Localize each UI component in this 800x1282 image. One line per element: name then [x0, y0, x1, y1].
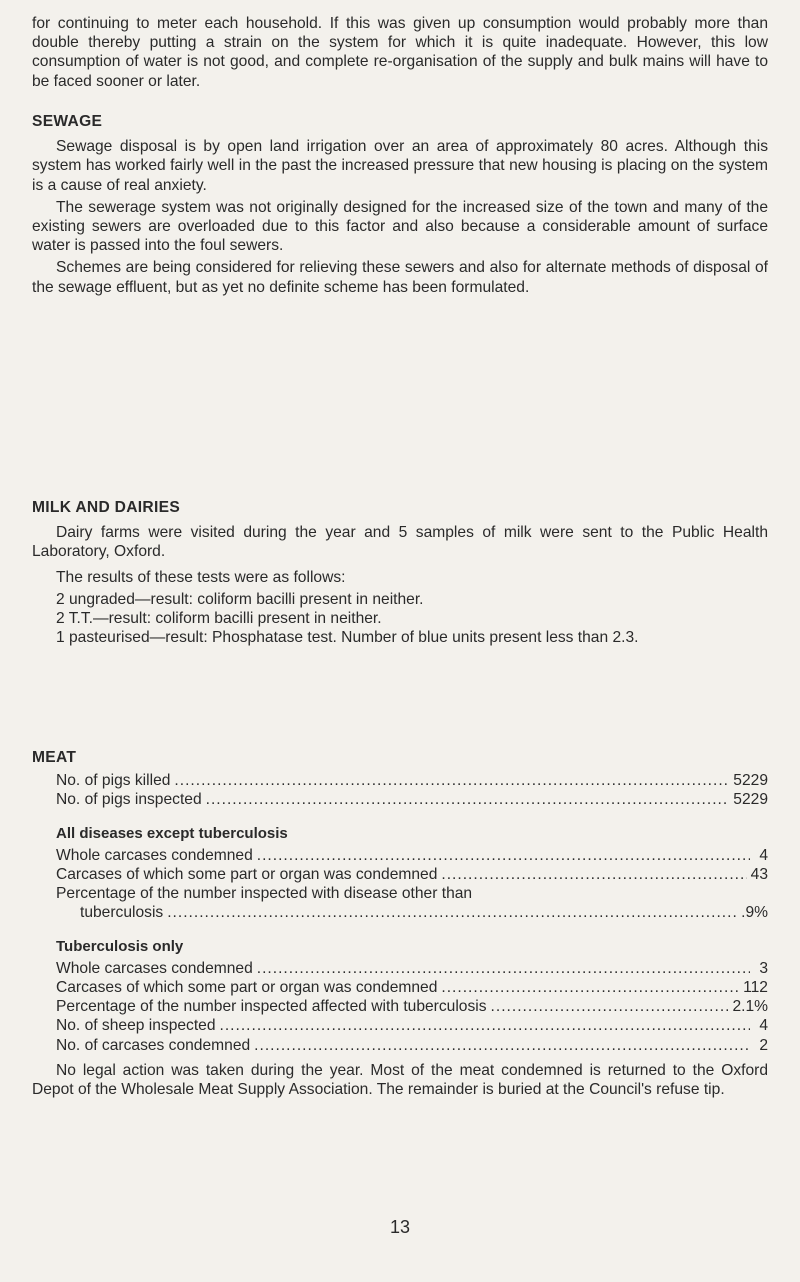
row-value: .9% — [741, 904, 768, 922]
milk-section — [32, 498, 768, 647]
row-label: No. of pigs inspected — [56, 791, 202, 809]
row-value: 5229 — [733, 791, 768, 809]
sewage-paragraph-1: Sewage disposal is by open land irrigation over an area of approximately 80 acres. Although this system has worked fairly well in the past the increased pressure that new housing is placing on the system is a cause of real anxiety. — [32, 138, 768, 194]
row-value: 4 — [759, 846, 768, 864]
intro-section — [32, 14, 768, 91]
tb-pct-row — [32, 997, 768, 1016]
sewage-heading: SEWAGE — [32, 113, 103, 130]
intro-paragraph: for continuing to meter each household. If this was given up consumption would probably more than double thereby putting a strain on the system for which it is quite inadequate. However, this low consumption of water is not good, and complete re-organisation of the supply and bulk mains will have to be faced sooner or later. — [32, 15, 768, 90]
all-diseases-heading: All diseases except tuberculosis — [56, 824, 288, 842]
row-label: No. of pigs killed — [56, 772, 171, 790]
row-label: No. of sheep inspected — [56, 1017, 216, 1035]
milk-heading: MILK AND DAIRIES — [32, 499, 181, 516]
sewage-paragraph-3: Schemes are being considered for relieving these sewers and also for alternate methods of disposal of the sewage effluent, but as yet no definite scheme has been formulated. — [32, 259, 768, 296]
milk-results-list — [32, 590, 768, 648]
sewage-paragraph-2: The sewerage system was not originally designed for the increased size of the town and many of the existing sewers are overloaded due to this factor and also because a considerable amount of surface water is passed into the foul sewers. — [32, 198, 768, 255]
row-label: No. of carcases condemned — [56, 1036, 251, 1054]
row-value: 2.1% — [732, 998, 768, 1016]
row-value: 5229 — [733, 772, 768, 790]
tb-part-row — [32, 978, 768, 997]
row-label: Whole carcases condemned — [56, 959, 253, 977]
row-label: Whole carcases condemned — [56, 846, 253, 864]
row-label: tuberculosis — [80, 904, 164, 922]
meat-heading: MEAT — [32, 749, 77, 766]
tb-only-heading: Tuberculosis only — [56, 937, 184, 955]
sewage-section — [32, 112, 768, 297]
row-value: 3 — [759, 959, 768, 977]
row-label: Carcases of which some part or organ was condemned — [56, 866, 438, 884]
milk-paragraph-1: Dairy farms were visited during the year and 5 samples of milk were sent to the Public Health Laboratory, Oxford. — [32, 524, 768, 561]
meat-section — [32, 748, 768, 1099]
row-value: 4 — [759, 1017, 768, 1035]
meat-closing-paragraph: No legal action was taken during the year. Most of the meat condemned is returned to the Oxford Depot of the Wholesale Meat Supply Association. The remainder is buried at the Council's refuse tip. — [32, 1061, 768, 1099]
pigs-inspected-row — [32, 790, 768, 809]
row-value: 2 — [759, 1036, 768, 1054]
list-item: 1 pasteurised—result: Phosphatase test. Number of blue units present less than 2.3. — [56, 629, 639, 647]
sheep-inspected-row — [32, 1016, 768, 1035]
all-pct-row — [32, 903, 768, 922]
pigs-killed-row — [32, 771, 768, 790]
page-number: 13 — [389, 1217, 411, 1237]
row-value: 112 — [743, 979, 768, 997]
row-label: Carcases of which some part or organ was condemned — [56, 979, 438, 997]
row-label: Percentage of the number inspected affected with tuberculosis — [56, 998, 487, 1016]
row-value: 43 — [750, 866, 768, 884]
all-whole-row — [32, 846, 768, 865]
list-item: 2 T.T.—result: coliform bacilli present in neither. — [56, 610, 382, 628]
all-part-row — [32, 865, 768, 884]
list-item: 2 ungraded—result: coliform bacilli present in neither. — [56, 590, 424, 608]
tb-whole-row — [32, 959, 768, 978]
all-pct-label-line: Percentage of the number inspected with disease other than — [56, 885, 473, 903]
carcases-condemned-row — [32, 1036, 768, 1055]
milk-paragraph-2: The results of these tests were as follows: — [56, 568, 346, 586]
